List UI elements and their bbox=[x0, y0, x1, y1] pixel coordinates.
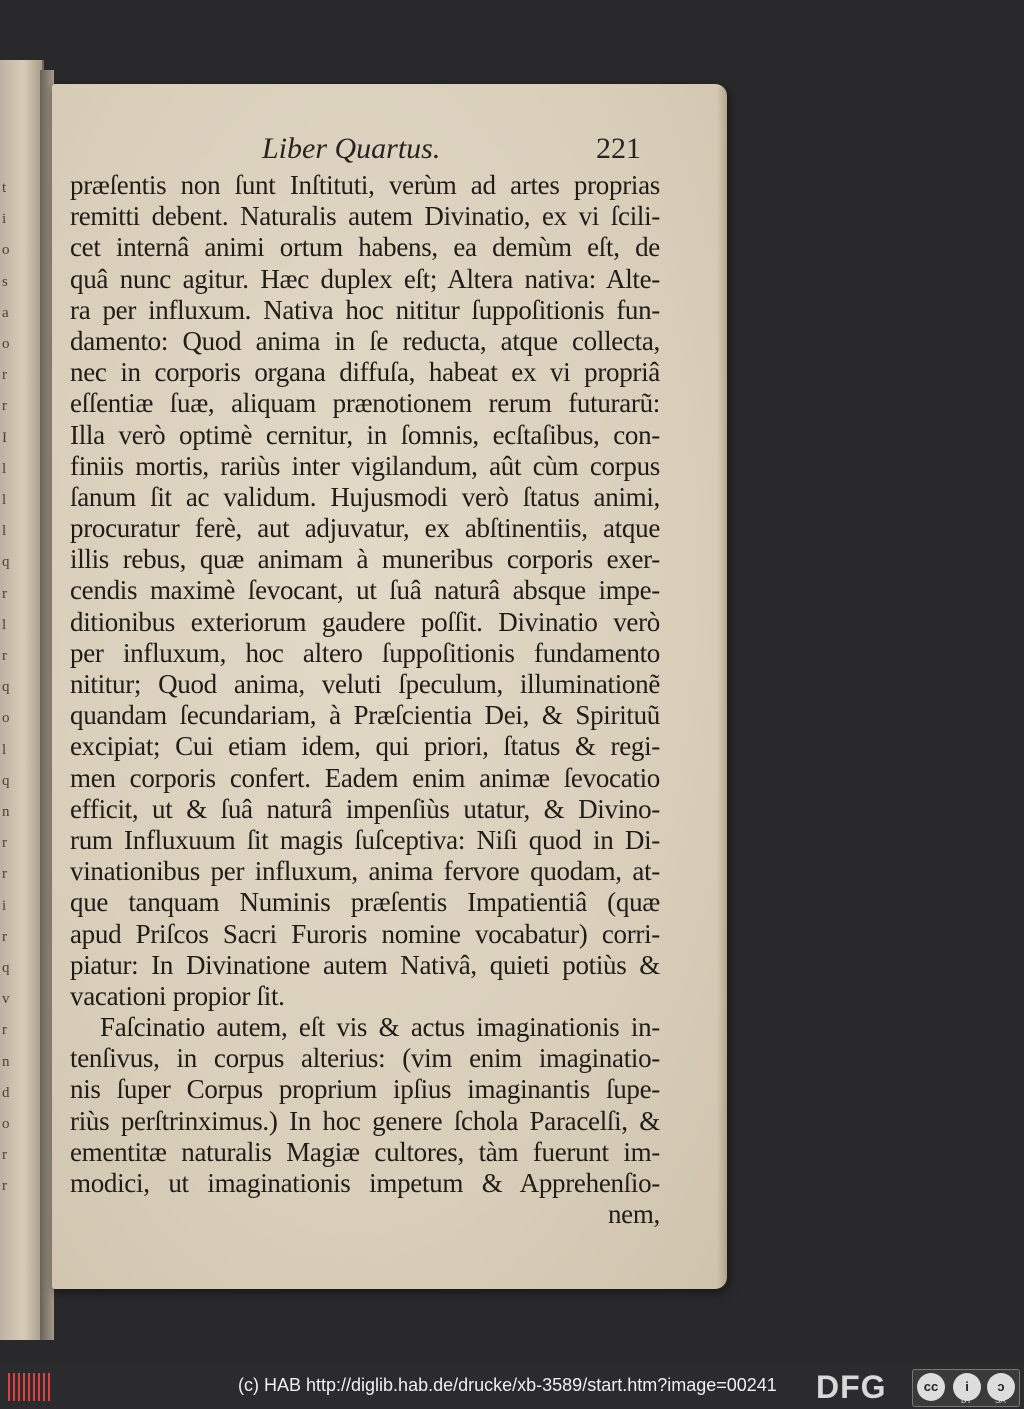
gutter-letter: r bbox=[2, 1178, 7, 1195]
copyright-link[interactable]: (c) HAB http://diglib.hab.de/drucke/xb-3589/start.htm?image=00241 bbox=[238, 1375, 777, 1395]
text-line: vacationi propior ſit. bbox=[70, 980, 285, 1011]
gutter-letter: n bbox=[2, 1053, 10, 1070]
text-line: que tanquam Numinis præſentis Impatientiâ (quæ bbox=[70, 887, 660, 918]
gutter-letter: o bbox=[2, 710, 10, 727]
text-line: illis rebus, quæ animam à muneribus corporis exer- bbox=[70, 544, 660, 575]
previous-page-edge bbox=[0, 60, 44, 1340]
by-label: BY bbox=[961, 1396, 972, 1405]
text-line: quâ nunc agitur. Hæc duplex eſt; Altera nativa: Alte- bbox=[70, 263, 660, 294]
gutter-letter: r bbox=[2, 398, 7, 415]
gutter-letter: l bbox=[2, 741, 7, 758]
text-line: finiis mortis, rariùs inter vigilandum, aût cùm corpus bbox=[70, 450, 660, 481]
gutter-letter: r bbox=[2, 648, 7, 664]
gutter-letter: l bbox=[2, 492, 7, 508]
gutter-letter: r bbox=[2, 367, 7, 384]
catchword: nem, bbox=[607, 1199, 660, 1230]
text-line: ditionibus exteriorum gaudere poſſit. Divinatio verò bbox=[70, 606, 660, 637]
text-line: ra per influxum. Nativa hoc nititur ſuppoſitionis fun- bbox=[70, 294, 660, 325]
gutter-letter: r bbox=[2, 835, 7, 852]
text-line: excipiat; Cui etiam idem, qui priori, ſtatus & regi- bbox=[70, 731, 660, 762]
text-line: nec in corporis organa diffuſa, habeat ex vi propriâ bbox=[70, 357, 660, 388]
text-line: cet internâ animi ortum habens, ea demùm eſt, de bbox=[70, 232, 660, 263]
gutter-letter: o bbox=[2, 336, 10, 352]
gutter-letter: r bbox=[2, 585, 7, 602]
text-line: tenſivus, in corpus alterius: (vim enim imaginatio- bbox=[70, 1043, 660, 1074]
gutter-letter: v bbox=[2, 991, 10, 1008]
gutter-letter: i bbox=[2, 211, 7, 228]
gutter-letter: q bbox=[2, 960, 10, 976]
sa-label: SA bbox=[995, 1396, 1006, 1405]
text-line: efficit, ut & ſuâ naturâ impenſiùs utatur, & Divino- bbox=[70, 793, 660, 824]
gutter-letter: a bbox=[2, 304, 9, 321]
gutter-letter: l bbox=[2, 523, 7, 540]
page-edge-shadow bbox=[717, 84, 727, 1289]
text-line: procuratur ferè, aut adjuvatur, ex abſtinentiis, atque bbox=[70, 513, 660, 544]
gutter-letter: r bbox=[2, 928, 7, 945]
gutter-letter: i bbox=[2, 897, 7, 914]
text-line: eſſentiæ ſuæ, aliquam prænotionem rerum futurarũ: bbox=[70, 388, 660, 419]
text-line: modici, ut imaginationis impetum & Apprehenſio- bbox=[70, 1168, 660, 1198]
by-icon: i bbox=[953, 1373, 981, 1401]
text-line: præſentis non ſunt Inſtituti, verùm ad artes proprias bbox=[70, 170, 660, 200]
text-line: remitti debent. Naturalis autem Divinatio, ex vi ſcili- bbox=[70, 201, 660, 232]
gutter-letter: r bbox=[2, 1022, 7, 1039]
library-barcode-icon[interactable] bbox=[8, 1373, 50, 1401]
body-text bbox=[70, 170, 660, 1230]
gutter-letter: t bbox=[2, 180, 7, 196]
gutter-letter: r bbox=[2, 866, 7, 883]
gutter-letter: q bbox=[2, 679, 10, 696]
text-line: per influxum, hoc altero ſuppoſitionis fundamento bbox=[70, 637, 660, 668]
text-line: vinationibus per influxum, anima fervore quodam, at- bbox=[70, 856, 660, 887]
cc-icon: cc bbox=[917, 1373, 945, 1401]
gutter-letter: o bbox=[2, 242, 10, 259]
text-line: Illa verò optimè cernitur, in ſomnis, ecſtaſibus, con- bbox=[70, 419, 660, 450]
text-line: nititur; Quod anima, veluti ſpeculum, illuminationẽ bbox=[70, 669, 660, 699]
text-line: cendis maximè ſevocant, ut ſuâ naturâ absque impe- bbox=[70, 575, 660, 606]
text-line: quandam ſecundariam, à Præſcientia Dei, & Spirituũ bbox=[70, 700, 660, 731]
sa-icon: ↄ bbox=[987, 1373, 1015, 1401]
running-header: Liber Quartus. bbox=[262, 132, 441, 165]
gutter-letter: l bbox=[2, 460, 7, 477]
footer-bar bbox=[0, 1365, 1024, 1409]
gutter-letter: I bbox=[2, 429, 7, 446]
gutter-letter: d bbox=[2, 1084, 10, 1101]
text-line: ſanum ſit ac validum. Hujusmodi verò ſtatus animi, bbox=[70, 481, 660, 512]
gutter-letter: s bbox=[2, 273, 8, 290]
gutter-letter: r bbox=[2, 1147, 7, 1164]
dfg-logo[interactable]: DFG bbox=[816, 1369, 887, 1405]
text-line: apud Priſcos Sacri Furoris nomine vocabatur) corri- bbox=[70, 918, 660, 949]
text-line: damento: Quod anima in ſe reducta, atque collecta, bbox=[70, 325, 660, 356]
gutter-letter: n bbox=[2, 804, 10, 820]
gutter-letter: q bbox=[2, 554, 10, 571]
text-line: men corporis confert. Eadem enim animæ ſevocatio bbox=[70, 762, 660, 793]
gutter-letter: o bbox=[2, 1116, 10, 1132]
gutter-letter: q bbox=[2, 772, 10, 789]
cc-license-badge[interactable] bbox=[912, 1369, 1020, 1407]
page-number: 221 bbox=[596, 132, 641, 165]
text-line: Faſcinatio autem, eſt vis & actus imaginationis in- bbox=[100, 1012, 660, 1043]
gutter-letter: l bbox=[2, 616, 7, 633]
book-page bbox=[52, 84, 727, 1289]
text-line: ementitæ naturalis Magiæ cultores, tàm fuerunt im- bbox=[70, 1136, 660, 1167]
text-line: riùs perſtrinximus.) In hoc genere ſchola Paracelſi, & bbox=[70, 1105, 660, 1136]
text-line: piatur: In Divinatione autem Nativâ, quieti potiùs & bbox=[70, 949, 660, 980]
text-line: rum Influxuum ſit magis ſuſceptiva: Niſi quod in Di- bbox=[70, 824, 660, 855]
text-line: nis ſuper Corpus proprium ipſius imaginantis ſupe- bbox=[70, 1074, 660, 1105]
